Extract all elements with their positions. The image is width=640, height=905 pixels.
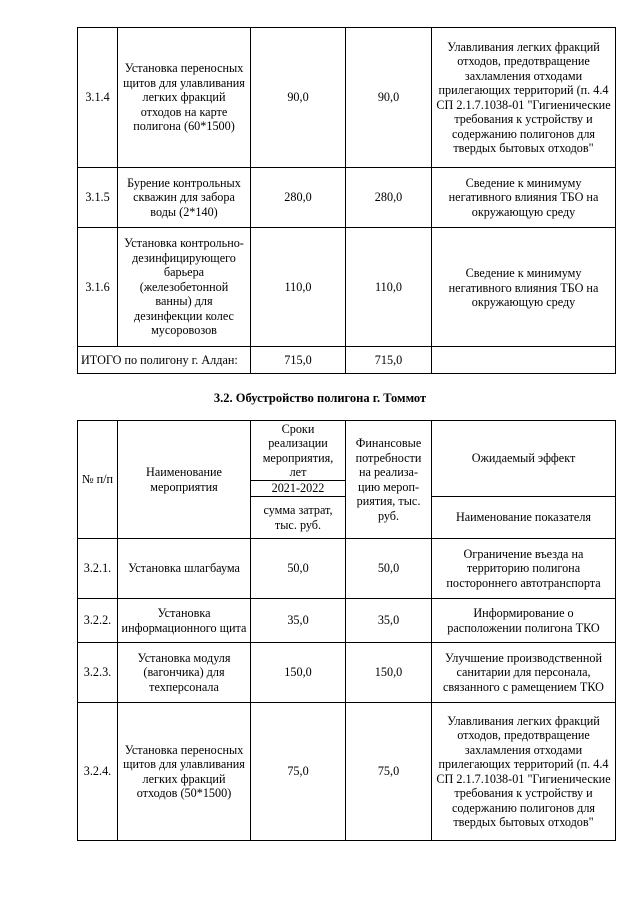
finance-value: 150,0 (346, 643, 432, 703)
finance-value: 280,0 (346, 168, 432, 228)
table-row (78, 539, 616, 599)
total-cost: 715,0 (251, 347, 346, 374)
measure-name: Установка переносных щитов для улавливания легких фракций отходов на карте полигона (60*1500) (118, 28, 251, 168)
row-number: 3.2.4. (78, 703, 118, 841)
cost-value: 75,0 (251, 703, 346, 841)
table-row (78, 228, 616, 347)
expected-effect: Ограничение въезда на территорию полигона постороннего автотранспорта (432, 539, 616, 599)
header-row (78, 421, 616, 481)
table-row (78, 703, 616, 841)
finance-value: 90,0 (346, 28, 432, 168)
finance-value: 110,0 (346, 228, 432, 347)
cost-value: 150,0 (251, 643, 346, 703)
finance-value: 75,0 (346, 703, 432, 841)
cost-value: 90,0 (251, 28, 346, 168)
table-polygon-tommot (77, 420, 616, 841)
measure-name: Установка модуля (вагончика) для техперсонала (118, 643, 251, 703)
header-indicator: Наименование показателя (432, 497, 616, 539)
expected-effect: Улучшение производственной санитарии для персонала, связанного с рамещением ТКО (432, 643, 616, 703)
measure-name: Установка контрольно-дезинфицирующего барьера (железобетонной ванны) для дезинфекции колес мусоровозов (118, 228, 251, 347)
table-row (78, 168, 616, 228)
total-row (78, 347, 616, 374)
header-terms: Сроки реализации мероприятия, лет (251, 421, 346, 481)
measure-name: Установка информационного щита (118, 599, 251, 643)
expected-effect: Улавливания легких фракций отходов, предотвращение захламления отходами прилегающих территорий (п. 4.4 СП 2.1.7.1038-01 "Гигиенические требования к устройству и содержанию полигонов для твердых бытовых отходов" (432, 703, 616, 841)
finance-value: 50,0 (346, 539, 432, 599)
table-row (78, 28, 616, 168)
table-row (78, 599, 616, 643)
cost-value: 280,0 (251, 168, 346, 228)
section-heading: 3.2. Обустройство полигона г. Томмот (213, 391, 427, 405)
cost-value: 50,0 (251, 539, 346, 599)
measure-name: Бурение контрольных скважин для забора воды (2*140) (118, 168, 251, 228)
header-name: Наименование мероприятия (118, 421, 251, 539)
expected-effect: Информирование о расположении полигона ТКО (432, 599, 616, 643)
total-effect-empty (432, 347, 616, 374)
total-finance: 715,0 (346, 347, 432, 374)
finance-value: 35,0 (346, 599, 432, 643)
table-polygon-aldan (77, 27, 616, 374)
expected-effect: Улавливания легких фракций отходов, предотвращение захламления отходами прилегающих территорий (п. 4.4 СП 2.1.7.1038-01 "Гигиенические требования к устройству и содержанию полигонов для твердых бытовых отходов" (432, 28, 616, 168)
row-number: 3.1.4 (78, 28, 118, 168)
measure-name: Установка шлагбаума (118, 539, 251, 599)
measure-name: Установка переносных щитов для улавливания легких фракций отходов (50*1500) (118, 703, 251, 841)
cost-value: 35,0 (251, 599, 346, 643)
expected-effect: Сведение к минимуму негативного влияния ТБО на окружающую среду (432, 228, 616, 347)
header-num: № п/п (78, 421, 118, 539)
expected-effect: Сведение к минимуму негативного влияния ТБО на окружающую среду (432, 168, 616, 228)
row-number: 3.2.2. (78, 599, 118, 643)
header-finance: Финансовые потребности на реализа-цию мероп-риятия, тыс. руб. (346, 421, 432, 539)
header-effect: Ожидаемый эффект (432, 421, 616, 497)
total-label: ИТОГО по полигону г. Алдан: (78, 347, 251, 374)
header-cost: сумма затрат, тыс. руб. (251, 497, 346, 539)
cost-value: 110,0 (251, 228, 346, 347)
table-row (78, 643, 616, 703)
row-number: 3.1.5 (78, 168, 118, 228)
row-number: 3.2.1. (78, 539, 118, 599)
row-number: 3.1.6 (78, 228, 118, 347)
row-number: 3.2.3. (78, 643, 118, 703)
header-years: 2021-2022 (251, 481, 346, 497)
